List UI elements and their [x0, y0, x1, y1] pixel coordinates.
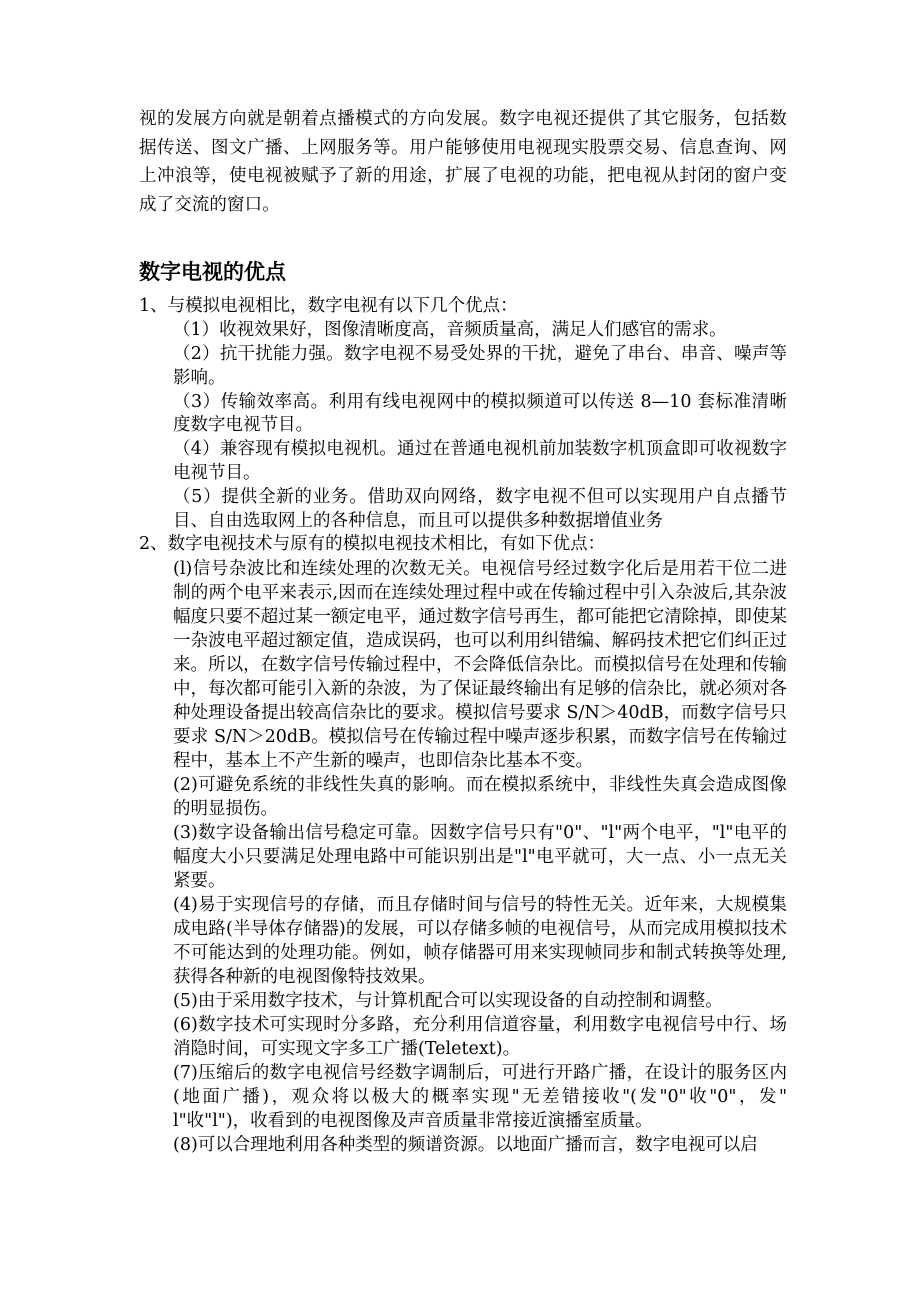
advantages-list-1	[139, 295, 787, 533]
list1-item-2: （2）抗干扰能力强。数字电视不易受处界的干扰，避免了串台、串音、噪声等影响。	[173, 343, 787, 388]
section-title: 数字电视的优点	[139, 260, 286, 285]
list2-heading: 2、数字电视技术与原有的模拟电视技术相比，有如下优点：	[139, 534, 606, 555]
intro-paragraph: 视的发展方向就是朝着点播模式的方向发展。数字电视还提供了其它服务，包括数据传送、图文广播、上网服务等。用户能够使用电视现实股票交易、信息查询、网上冲浪等，使电视被赋予了新的用途，扩展了电视的功能，把电视从封闭的窗户变成了交流的窗口。	[139, 109, 787, 215]
list2-item-2: (2)可避免系统的非线性失真的影响。而在模拟系统中，非线性失真会造成图像的明显损伤。	[173, 775, 787, 820]
intro-paragraph-block	[139, 105, 787, 219]
list2-item-5: (5)由于采用数字技术，与计算机配合可以实现设备的自动控制和调整。	[173, 991, 723, 1012]
list1-item-1: （1）收视效果好，图像清晰度高，音频质量高，满足人们感官的需求。	[173, 320, 727, 341]
list1-heading: 1、与模拟电视相比，数字电视有以下几个优点：	[139, 296, 518, 317]
advantages-list-2	[139, 533, 787, 1157]
list2-item-3: (3)数字设备输出信号稳定可靠。因数字信号只有"0"、"l"两个电平，"l"电平的幅度大小只要满足处理电路中可能识别出是"l"电平就可，大一点、小一点无关紧要。	[173, 823, 787, 892]
list1-item-4: （4）兼容现有模拟电视机。通过在普通电视机前加装数字机顶盒即可收视数字电视节目。	[173, 439, 787, 483]
list1-item-3: （3）传输效率高。利用有线电视网中的模拟频道可以传送 8—10 套标准清晰度数字电视节目。	[173, 391, 787, 436]
list2-item-7: (7)压缩后的数字电视信号经数字调制后，可进行开路广播，在设计的服务区内(地面广播)，观众将以极大的概率实现"无差错接收"(发"0"收"0"，发" l"收"l")，收看到的电视图像及声音质量非常接近演播室质量。	[173, 1063, 787, 1132]
list2-item-6: (6)数字技术可实现时分多路，充分利用信道容量，利用数字电视信号中行、场消隐时间，可实现文字多工广播(Teletext)。	[173, 1015, 787, 1060]
list2-item-4: (4)易于实现信号的存储，而且存储时间与信号的特性无关。近年来，大规模集成电路(半导体存储器)的发展，可以存储多帧的电视信号，从而完成用模拟技术不可能达到的处理功能。例如，帧存储器可用来实现帧同步和制式转换等处理,获得各种新的电视图像特技效果。	[173, 895, 787, 988]
list1-item-5: （5）提供全新的业务。借助双向网络，数字电视不但可以实现用户自点播节目、自由选取网上的各种信息，而且可以提供多种数据增值业务	[173, 486, 787, 531]
list2-item-1: (l)信号杂波比和连续处理的次数无关。电视信号经过数字化后是用若干位二进制的两个电平来表示,因而在连续处理过程中或在传输过程中引入杂波后,其杂波幅度只要不超过某一额定电平，通过数字信号再生，都可能把它清除掉，即使某一杂波电平超过额定值，造成误码，也可以利用纠错编、解码技术把它们纠正过来。所以，在数字信号传输过程中，不会降低信杂比。而模拟信号在处理和传输中，每次都可能引入新的杂波，为了保证最终输出有足够的信杂比，就必须对各种处理设备提出较高信杂比的要求。模拟信号要求 S/N＞40dB，而数字信号只要求 S/N＞20dB。模拟信号在传输过程中噪声逐步积累，而数字信号在传输过程中，基本上不产生新的噪声，也即信杂比基本不变。	[173, 559, 787, 772]
document-body	[139, 105, 787, 1157]
list2-item-8: (8)可以合理地利用各种类型的频谱资源。以地面广播而言，数字电视可以启	[173, 1135, 758, 1156]
